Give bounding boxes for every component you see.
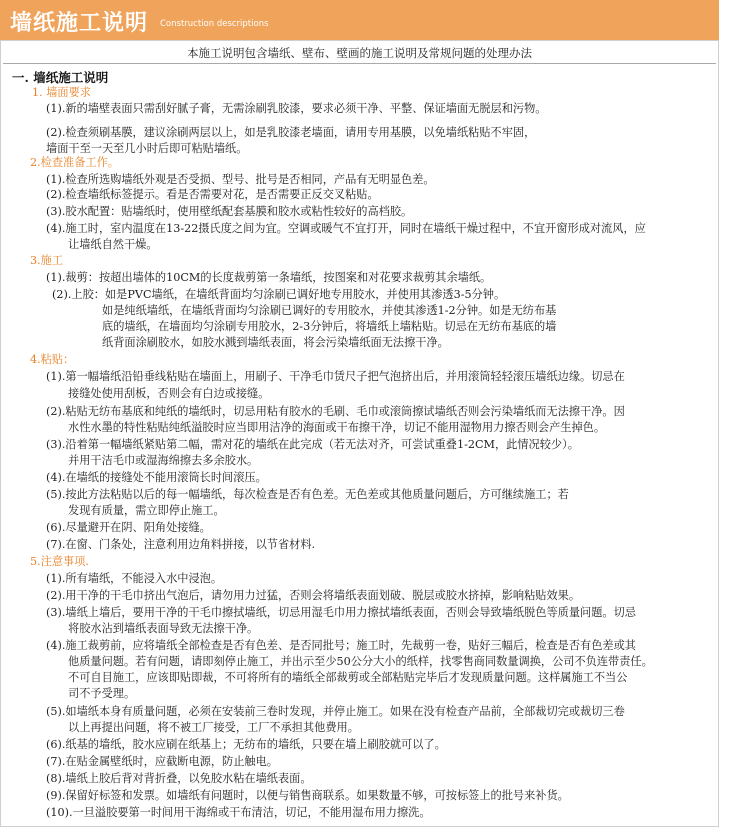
page-title: 墙纸施工说明 bbox=[10, 11, 149, 36]
header-banner bbox=[0, 0, 719, 40]
instruction-line: 接缝处使用刮板，否则会有白边或接缝。 bbox=[68, 387, 270, 400]
instruction-line: 纸背面涂刷胶水，如胶水溅到墙纸表面，将会污染墙纸面无法擦干净。 bbox=[102, 336, 449, 349]
instruction-line: (3).墙纸上墙后，要用干净的干毛巾擦拭墙纸，切忌用湿毛巾用力擦拭墙纸表面，否则会导致墙纸脱色等质量问题。切忌 bbox=[46, 606, 636, 619]
instruction-line: 如是纯纸墙纸，在墙纸背面均匀涂刷已调好的专用胶水，并使其渗透1-2分钟。如是无纺布基 bbox=[102, 304, 557, 317]
instruction-line: (9).保留好标签和发票。如墙纸有问题时，以便与销售商联系。如果数量不够，可按标签上的批号来补货。 bbox=[46, 789, 569, 802]
instruction-line: 并用干洁毛巾或湿海绵擦去多余胶水。 bbox=[68, 454, 259, 467]
instruction-line: 底的墙纸，在墙面均匀涂刷专用胶水，2-3分钟后，将墙纸上墙粘贴。切忌在无纺布基底的墙 bbox=[102, 320, 557, 333]
instruction-line: (6).纸基的墙纸，胶水应刷在纸基上；无纺布的墙纸，只要在墙上刷胶就可以了。 bbox=[46, 738, 446, 751]
section-heading: 2.检查准备工作。 bbox=[30, 156, 119, 169]
instruction-line: (2).检查墙纸标签提示。看是否需要对花，是否需要正反交叉粘贴。 bbox=[46, 188, 379, 201]
instruction-line: (3).胶水配置：贴墙纸时，使用壁纸配套基膜和胶水或粘性较好的高档胶。 bbox=[46, 205, 413, 218]
instruction-line: (2).粘贴无纺布基底和纯纸的墙纸时，切忌用粘有胶水的毛刷、毛巾或滚筒擦试墙纸否则会污染墙纸而无法擦干净。因 bbox=[46, 405, 625, 418]
instruction-line: (8).墙纸上胶后背对背折叠，以免胶水粘在墙纸表面。 bbox=[46, 772, 312, 785]
section-heading: 1. 墙面要求 bbox=[32, 86, 91, 99]
instruction-line: (1).第一幅墙纸沿铅垂线粘贴在墙面上，用刷子、干净毛巾赁尺子把气泡挤出后，并用滚筒轻轻滚压墙纸边缘。切忌在 bbox=[46, 370, 625, 383]
instruction-line: 不可自目施工，应该即贴即裁，不可将所有的墙纸全部裁剪或全部粘贴完毕后才发现质量问题。这样属施工不当公 bbox=[68, 671, 628, 684]
instruction-line: 让墙纸自然干燥。 bbox=[68, 238, 158, 251]
instruction-line: (2).上胶：如是PVC墙纸，在墙纸背面均匀涂刷已调好地专用胶水，并使用其渗透3-5分钟。 bbox=[52, 288, 506, 301]
instruction-line: 发现有质量，需立即停止施工。 bbox=[68, 504, 225, 517]
instruction-line: (1).新的墙壁表面只需刮好腻子膏，无需涂刷乳胶漆，要求必须干净、平整、保证墙面无脱层和污物。 bbox=[46, 102, 547, 115]
instruction-line: 将胶水沾到墙纸表面导致无法擦干净。 bbox=[68, 622, 259, 635]
instruction-line: (7).在贴金属壁纸时，应截断电源，防止触电。 bbox=[46, 755, 278, 768]
section-heading: 5.注意事项. bbox=[30, 555, 89, 568]
page-subtitle: Construction descriptions bbox=[160, 19, 269, 29]
instruction-line: (3).沿着第一幅墙纸紧贴第二幅，需对花的墙纸在此完成（若无法对齐，可尝试重叠1-2CM，此情况较少）。 bbox=[46, 438, 579, 451]
section-heading: 4.粘贴： bbox=[30, 353, 75, 366]
instruction-line: 水性水墨的特性粘贴纯纸溢胶时应当即用洁净的海面或干布擦干净，切记不能用湿物用力擦否则会产生掉色。 bbox=[68, 421, 606, 434]
instruction-line: (10).一旦溢胶要第一时间用干海绵或干布清洁，切记，不能用湿布用力擦洗。 bbox=[46, 806, 431, 819]
instruction-line: 以上再提出问题，将不被工厂接受，工厂不承担其他费用。 bbox=[68, 721, 359, 734]
instruction-line: (5).如墙纸本身有质量问题，必须在安装前三卷时发现，并停止施工。如果在没有检查产品前，全部裁切完或裁切三卷 bbox=[46, 705, 625, 718]
instruction-line: (5).按此方法粘贴以后的每一幅墙纸，每次检查是否有色差。无色差或其他质量问题后，方可继续施工；若 bbox=[46, 488, 569, 501]
section-heading: 3.施工 bbox=[30, 254, 64, 267]
divider bbox=[3, 63, 716, 64]
section-title: 一. 墙纸施工说明 bbox=[12, 70, 109, 85]
intro-text: 本施工说明包含墙纸、壁布、壁画的施工说明及常规问题的处理办法 bbox=[187, 46, 532, 60]
instruction-line: 司不予受理。 bbox=[68, 687, 136, 700]
instruction-line: (4).施工裁剪前，应将墙纸全部检查是否有色差、是否同批号；施工时，先裁剪一卷，贴好三幅后，检查是否有色差或其 bbox=[46, 639, 636, 652]
instruction-line: (6).尽量避开在阴、阳角处接缝。 bbox=[46, 521, 211, 534]
instruction-line: (7).在窗、门条处，注意利用边角料拼接，以节省材料. bbox=[46, 538, 316, 551]
instruction-line: (2).检查须刷基膜，建议涂刷两层以上，如是乳胶漆老墙面，请用专用基膜，以免墙纸粘贴不牢固， bbox=[46, 126, 536, 139]
instruction-line: (1).检查所选购墙纸外观是否受损、型号、批号是否相同，产品有无明显色差。 bbox=[46, 173, 435, 186]
instruction-line: (4).在墙纸的接缝处不能用滚筒长时间滚压。 bbox=[46, 471, 267, 484]
instruction-line: 他质量问题。若有问题，请即刻停止施工，并出示至少50公分大小的纸样，找零售商同数量调换，公司不负连带责任。 bbox=[68, 655, 653, 668]
instruction-line: (4).施工时，室内温度在13-22摄氏度之间为宜。空调或暖气不宜打开，同时在墙纸干燥过程中，不宜开窗形成对流风，应 bbox=[46, 222, 646, 235]
instruction-line: (1).裁剪：按超出墙体的10CM的长度裁剪第一条墙纸，按图案和对花要求裁剪其余墙纸。 bbox=[46, 271, 492, 284]
instruction-line: (1).所有墙纸，不能浸入水中浸泡。 bbox=[46, 572, 223, 585]
instruction-line: 墙面干至一天至几小时后即可粘贴墙纸。 bbox=[46, 142, 248, 155]
instruction-line: (2).用干净的干毛巾挤出气泡后，请勿用力过猛，否则会将墙纸表面划破、脱层或胶水挤掉，影响粘贴效果。 bbox=[46, 589, 581, 602]
